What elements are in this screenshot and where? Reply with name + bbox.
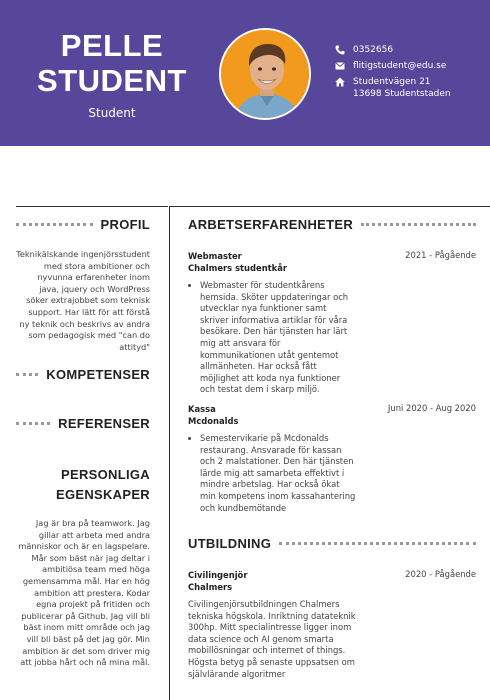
dotted-rule	[16, 373, 38, 376]
degree-title: Civilingenjör	[188, 570, 248, 580]
dotted-rule	[279, 542, 476, 545]
job-date: 2021 - Pågående	[405, 250, 476, 260]
profile-photo	[219, 28, 311, 120]
job-header	[188, 403, 476, 427]
phone-row	[335, 44, 451, 56]
role-title: Student	[88, 106, 136, 120]
skills-title: KOMPETENSER	[46, 367, 150, 382]
home-icon	[335, 77, 345, 87]
job-org: Mcdonalds	[188, 416, 239, 426]
last-name: STUDENT	[37, 63, 187, 98]
dotted-rule	[16, 223, 93, 226]
personal-title-line2: EGENSKAPER	[55, 487, 150, 502]
job-entry	[188, 250, 476, 396]
personal-text: Jag är bra på teamwork. Jag gillar att arbeta med andra människor och är en lagspelare. Mår som bäst när jag deltar i ambitiösa team med höga gemensamma mål. Har en hög ambition att prestera. Kodar egna projekt på fritiden och publicerar på Github. Jag vill bli bäst inom mitt område och jag vill bli bäst på det jag gör. Min ambition är det som driver mig att jobba hårt och nå mina mål.	[18, 518, 150, 668]
education-header	[188, 569, 476, 593]
column-divider	[169, 206, 170, 700]
dotted-rule	[16, 422, 50, 425]
job-description-list	[188, 433, 356, 514]
job-entry	[188, 403, 476, 514]
education-date: 2020 - Pågående	[405, 569, 476, 579]
dotted-rule	[361, 223, 476, 226]
education-entry	[188, 569, 476, 680]
profile-text: Teknikälskande ingenjörsstudent med stora ambitioner och nyvunna erfarenheter inom java, jquery och WordPress söker extrajobbet som teknisk support. Har lätt för att förstå ny teknik och beskrivs av andra som pedagogisk med "can do attityd"	[16, 249, 150, 352]
envelope-icon	[335, 61, 345, 71]
address-row	[335, 76, 451, 100]
name-block	[20, 28, 204, 120]
phone-icon	[335, 45, 345, 55]
portrait-illustration	[221, 30, 311, 120]
school-name: Chalmers	[188, 582, 233, 592]
left-column-top-rule	[16, 206, 168, 207]
job-title: Kassa	[188, 404, 216, 414]
work-heading	[188, 217, 476, 232]
job-description-list	[188, 280, 356, 396]
resume-header	[0, 0, 490, 146]
education-title: UTBILDNING	[188, 536, 272, 551]
phone-text: 0352656	[353, 45, 394, 55]
job-title: Webmaster	[188, 251, 242, 261]
education-description: Civilingenjörsutbildningen Chalmers tekniska högskola. Inriktning datateknik 300hp. Mitt specialintresse ligger inom data science och AI genom smarta mobillösningar och internet of things. Högsta betyg på senaste uppsatsen om självlärande algoritmer	[188, 599, 356, 679]
right-column-top-rule	[170, 206, 490, 207]
profile-title: PROFIL	[100, 217, 150, 232]
job-description: • Webmaster för studentkårens hemsida. Sköter uppdateringar och utvecklar nya funktioner samt skriver informativa artiklar för våra besökare. Den här tjänsten har lärt mig att ansvara för kommunikationen utåt gentemot allmänheten. Har också fått möjlighet att koda nya funktioner och testat dem i skarp miljö.	[200, 280, 356, 396]
job-header	[188, 250, 476, 274]
references-heading	[16, 416, 150, 431]
email-row	[335, 60, 451, 72]
email-text: flitigstudent@edu.se	[353, 61, 447, 71]
personal-heading	[16, 465, 150, 505]
first-name: PELLE	[60, 28, 164, 63]
address-line2: 13698 Studentstaden	[353, 89, 451, 99]
work-title: ARBETSERFARENHETER	[188, 217, 354, 232]
skills-heading	[16, 367, 150, 382]
job-date: Juni 2020 - Aug 2020	[387, 403, 476, 413]
job-description: • Semestervikarie på Mcdonalds restaurang. Ansvarade för kassan och 2 malstationer. Den här tjänsten lärde mig att samarbeta effektivt i mindre arbetslag. Har också ökat min kompetens inom kassahantering och kundbemötande	[200, 433, 356, 514]
education-heading	[188, 536, 476, 551]
contact-info	[335, 44, 451, 104]
personal-title-line1: PERSONLIGA	[61, 467, 150, 482]
references-title: REFERENSER	[58, 416, 150, 431]
address-line1: Studentvägen 21	[353, 77, 431, 87]
profile-heading	[16, 217, 150, 232]
job-org: Chalmers studentkår	[188, 263, 288, 273]
